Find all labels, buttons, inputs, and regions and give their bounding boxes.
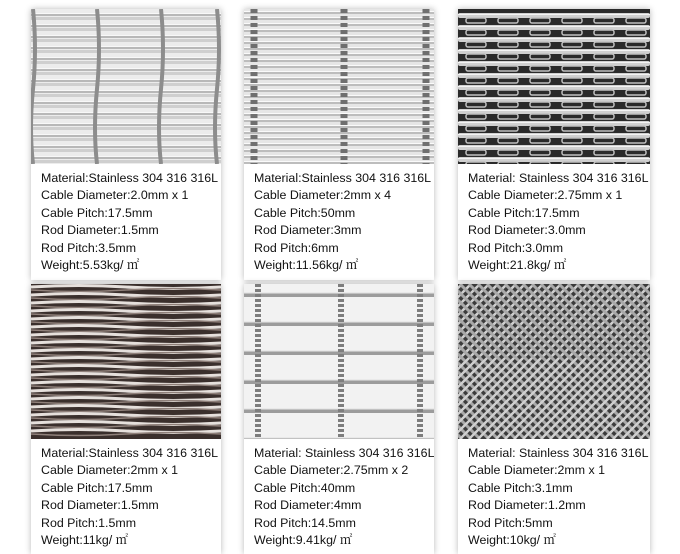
spec-rod-pitch: Rod Pitch:3.5mm [41,240,137,255]
spec-rod-diameter: Rod Diameter:4mm [254,498,362,513]
spec-cable-diameter: Cable Diameter:2mm x 4 [254,188,392,203]
spec-cable-pitch: Cable Pitch:17.5mm [468,205,580,220]
spec-material: Material: Stainless 304 316 316L [468,446,649,460]
spec-list [458,439,650,554]
spec-cable-diameter: Cable Diameter:2.75mm x 2 [254,463,409,478]
product-card[interactable] [244,9,434,280]
spec-rod-pitch: Rod Pitch:6mm [254,240,339,255]
mesh-photo-4 [31,284,221,439]
spec-material: Material: Stainless 304 316 316L [468,171,649,185]
spec-weight: Weight:9.41kg/ ㎡ [254,533,353,548]
spec-list [244,439,434,554]
spec-cable-pitch: Cable Pitch:3.1mm [468,480,573,495]
spec-rod-pitch: Rod Pitch:14.5mm [254,515,356,530]
spec-cable-pitch: Cable Pitch:50mm [254,205,356,220]
spec-list [31,439,221,554]
product-card[interactable] [458,284,650,554]
product-card[interactable] [31,284,221,554]
spec-cable-diameter: Cable Diameter:2mm x 1 [468,463,606,478]
spec-rod-pitch: Rod Pitch:5mm [468,515,553,530]
spec-material: Material:Stainless 304 316 316L [41,446,219,460]
spec-rod-diameter: Rod Diameter:1.5mm [41,223,159,238]
mesh-photo-5 [244,284,434,439]
spec-list [458,164,650,280]
spec-weight: Weight:5.53kg/ ㎡ [41,258,140,273]
product-card[interactable] [244,284,434,554]
product-card[interactable] [31,9,221,280]
spec-cable-diameter: Cable Diameter:2mm x 1 [41,463,179,478]
spec-material: Material: Stainless 304 316 316L [254,446,434,460]
spec-rod-pitch: Rod Pitch:1.5mm [41,515,137,530]
spec-cable-pitch: Cable Pitch:40mm [254,480,356,495]
spec-cable-pitch: Cable Pitch:17.5mm [41,480,153,495]
mesh-photo-2 [244,9,434,164]
spec-rod-pitch: Rod Pitch:3.0mm [468,240,564,255]
mesh-photo-1 [31,9,221,164]
spec-material: Material:Stainless 304 316 316L [254,171,432,185]
spec-weight: Weight:11kg/ ㎡ [41,533,129,548]
spec-cable-diameter: Cable Diameter:2.0mm x 1 [41,188,189,203]
spec-material: Material:Stainless 304 316 316L [41,171,219,185]
spec-rod-diameter: Rod Diameter:1.2mm [468,498,586,513]
spec-cable-diameter: Cable Diameter:2.75mm x 1 [468,188,623,203]
mesh-photo-3 [458,9,650,164]
product-card[interactable] [458,9,650,280]
spec-weight: Weight:21.8kg/ ㎡ [468,258,567,273]
spec-list [31,164,221,280]
spec-weight: Weight:11.56kg/ ㎡ [254,258,359,273]
spec-cable-pitch: Cable Pitch:17.5mm [41,205,153,220]
spec-weight: Weight:10kg/ ㎡ [468,533,556,548]
spec-rod-diameter: Rod Diameter:3.0mm [468,223,586,238]
mesh-photo-6 [458,284,650,439]
spec-list [244,164,434,280]
spec-rod-diameter: Rod Diameter:1.5mm [41,498,159,513]
spec-rod-diameter: Rod Diameter:3mm [254,223,362,238]
